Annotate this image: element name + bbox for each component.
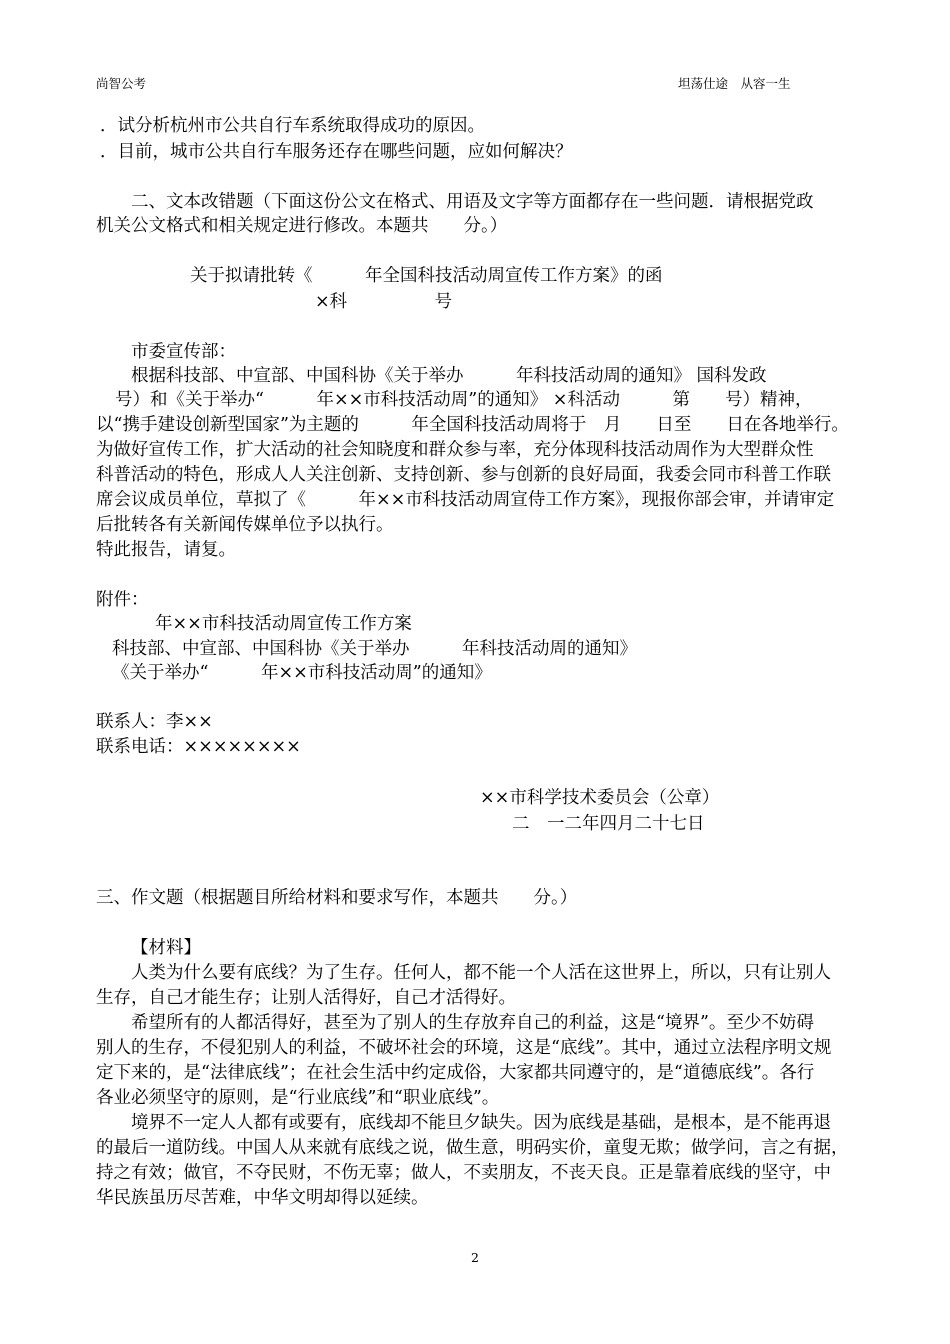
body-line: 科普活动的特色，形成人人关注创新、支持创新、参与创新的良好局面，我委会同市科普工作联 <box>96 465 831 485</box>
essay-line: 境界不一定人人都有或要有，底线却不能旦夕缺失。因为底线是基础，是根本，是不能再退 <box>131 1113 831 1133</box>
signature: ××市科学技术委员会（公章） <box>480 788 720 808</box>
essay-line: 别人的生存，不侵犯别人的利益，不破坏社会的环境，这是“底线”。其中，通过立法程序明文规 <box>96 1038 832 1058</box>
section-intro: 二、文本改错题（下面这份公文在格式、用语及文字等方面都存在一些问题．请根据党政 <box>131 192 814 212</box>
question-line: ．试分析杭州市公共自行车系统取得成功的原因。 <box>100 116 485 136</box>
essay-line: 各业必须坚守的原则，是“行业底线”和“职业底线”。 <box>96 1088 500 1108</box>
header-right: 坦荡仕途 从容一生 <box>678 76 791 91</box>
essay-line: 生存，自己才能生存；让别人活得好，自己才活得好。 <box>96 988 516 1008</box>
section-intro: 三、作文题（根据题目所给材料和要求写作，本题共 分。） <box>96 888 578 908</box>
body-line: 为做好宣传工作，扩大活动的社会知晓度和群众参与率，充分体现科技活动周作为大型群众性 <box>96 440 814 460</box>
essay-line: 华民族虽历尽苦难，中华文明却得以延续。 <box>96 1188 429 1208</box>
essay-line: 人类为什么要有底线？为了生存。任何人，都不能一个人活在这世界上，所以，只有让别人 <box>131 963 831 983</box>
page-number: 2 <box>471 1250 479 1265</box>
body-line: 根据科技部、中宣部、中国科协《关于举办 年科技活动周的通知》 国科发政 <box>131 366 767 386</box>
question-line: ．目前，城市公共自行车服务还存在哪些问题，应如何解决？ <box>100 142 573 162</box>
body-line: 后批转各有关新闻传媒单位予以执行。 <box>96 515 394 535</box>
essay-line: 希望所有的人都活得好，甚至为了别人的生存放弃自己的利益，这是“境界”。至少不妨碍 <box>131 1013 814 1033</box>
salutation: 市委宣传部： <box>131 342 236 362</box>
attachment-item: 年××市科技活动周宣传工作方案 <box>155 614 412 634</box>
essay-line: 的最后一道防线。中国人从来就有底线之说，做生意，明码实价，童叟无欺；做学问，言之有据， <box>96 1138 849 1158</box>
essay-line: 定下来的，是“法律底线”；在社会生活中约定成俗，大家都共同遵守的，是“道德底线”。各行 <box>96 1063 815 1083</box>
contact-phone: 联系电话：×××××××× <box>96 737 301 757</box>
body-line: 号）和《关于举办“ 年××市科技活动周”的通知》 ×科活动 第 号）精神， <box>115 390 813 410</box>
body-line: 以“携手建设创新型国家”为主题的 年全国科技活动周将于 月 日至 日在各地举行。 <box>96 415 849 435</box>
document-title: 关于拟请批转《 年全国科技活动周宣传工作方案》的函 <box>190 266 663 286</box>
closing-line: 特此报告，请复。 <box>96 540 236 560</box>
document-date: 二 一二年四月二十七日 <box>512 814 705 834</box>
section-intro: 机关公文格式和相关规定进行修改。本题共 分。） <box>96 216 508 236</box>
contact-person: 联系人：李×× <box>96 712 213 732</box>
body-line: 席会议成员单位，草拟了《 年××市科技活动周宣侍工作方案》，现报你部会审，并请审定 <box>96 490 835 510</box>
essay-line: 持之有效；做官，不夺民财，不伤无辜；做人，不卖朋友，不丧天良。正是靠着底线的坚守，中 <box>96 1163 831 1183</box>
header-left: 尚智公考 <box>96 76 147 91</box>
attachment-item: 《关于举办“ 年××市科技活动周”的通知》 <box>112 663 492 683</box>
attachment-label: 附件： <box>96 590 149 610</box>
material-label: 【材料】 <box>131 938 201 958</box>
document-number: ×科 号 <box>315 292 453 312</box>
attachment-item: 科技部、中宣部、中国科协《关于举办 年科技活动周的通知》 <box>112 639 637 659</box>
